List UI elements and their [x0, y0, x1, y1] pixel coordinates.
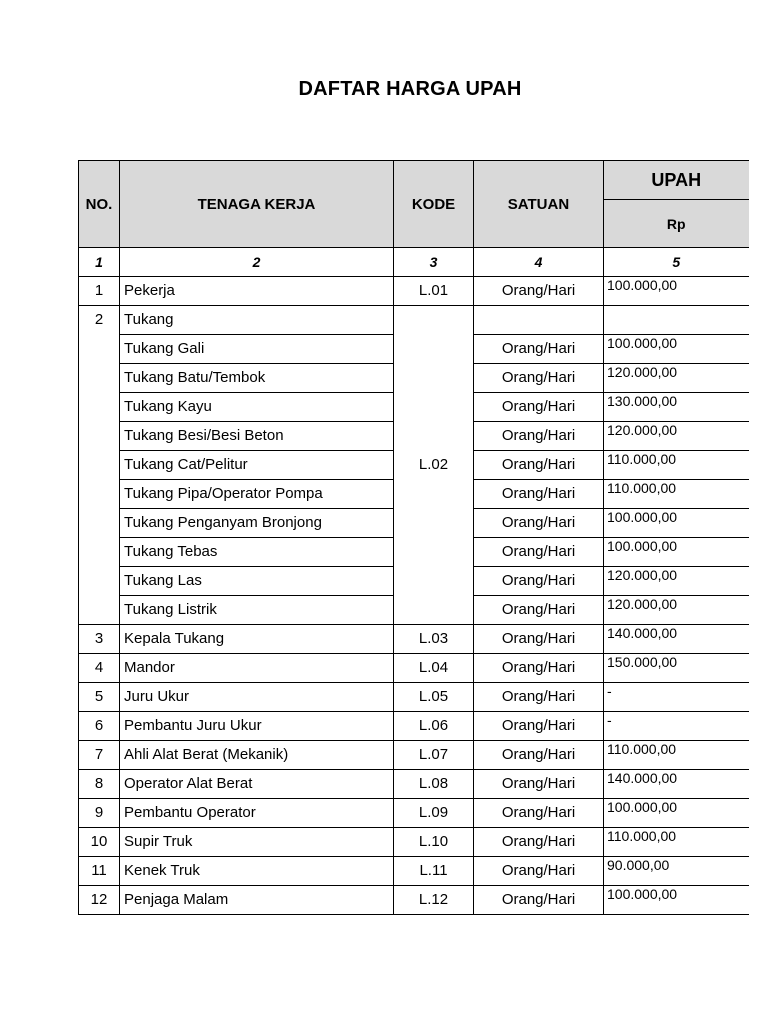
row-satuan: Orang/Hari [474, 596, 604, 625]
row-upah: 150.000,00 [604, 654, 749, 683]
table-row [79, 306, 749, 335]
row-tenaga-kerja: Kenek Truk [120, 857, 394, 886]
row-satuan: Orang/Hari [474, 770, 604, 799]
row-number: 1 [79, 277, 120, 306]
row-upah: 110.000,00 [604, 828, 749, 857]
column-number-row [79, 248, 749, 277]
row-satuan: Orang/Hari [474, 828, 604, 857]
row-number: 9 [79, 799, 120, 828]
row-satuan: Orang/Hari [474, 567, 604, 596]
row-upah: 140.000,00 [604, 625, 749, 654]
row-kode: L.01 [394, 277, 474, 306]
row-kode: L.05 [394, 683, 474, 712]
row-tenaga-kerja: Kepala Tukang [120, 625, 394, 654]
row-satuan: Orang/Hari [474, 480, 604, 509]
row-tenaga-kerja: Tukang Tebas [120, 538, 394, 567]
row-number: 3 [79, 625, 120, 654]
row-upah: 120.000,00 [604, 596, 749, 625]
page-title: DAFTAR HARGA UPAH [298, 78, 522, 100]
row-satuan: Orang/Hari [474, 886, 604, 915]
row-tenaga-kerja: Tukang Pipa/Operator Pompa [120, 480, 394, 509]
row-tenaga-kerja: Pekerja [120, 277, 394, 306]
row-tenaga-kerja: Tukang Las [120, 567, 394, 596]
row-upah: 140.000,00 [604, 770, 749, 799]
row-kode: L.11 [394, 857, 474, 886]
table-row [79, 683, 749, 712]
row-tenaga-kerja: Tukang Penganyam Bronjong [120, 509, 394, 538]
row-satuan: Orang/Hari [474, 335, 604, 364]
row-satuan: Orang/Hari [474, 277, 604, 306]
wage-table [78, 160, 749, 915]
row-upah: 90.000,00 [604, 857, 749, 886]
row-tenaga-kerja: Tukang [120, 306, 394, 335]
row-tenaga-kerja: Tukang Besi/Besi Beton [120, 422, 394, 451]
row-upah [604, 306, 749, 335]
table-row [79, 277, 749, 306]
row-number: 7 [79, 741, 120, 770]
row-upah: 100.000,00 [604, 538, 749, 567]
row-satuan: Orang/Hari [474, 451, 604, 480]
row-kode: L.06 [394, 712, 474, 741]
row-satuan: Orang/Hari [474, 393, 604, 422]
column-number: 1 [79, 248, 120, 277]
row-kode: L.10 [394, 828, 474, 857]
header-upah: UPAH [604, 161, 749, 200]
row-tenaga-kerja: Penjaga Malam [120, 886, 394, 915]
row-upah: - [604, 712, 749, 741]
row-number: 4 [79, 654, 120, 683]
row-kode: L.12 [394, 886, 474, 915]
row-satuan [474, 306, 604, 335]
table-row [79, 828, 749, 857]
row-tenaga-kerja: Ahli Alat Berat (Mekanik) [120, 741, 394, 770]
row-satuan: Orang/Hari [474, 509, 604, 538]
row-upah: 100.000,00 [604, 277, 749, 306]
column-number: 3 [394, 248, 474, 277]
header-kode: KODE [394, 161, 474, 248]
row-satuan: Orang/Hari [474, 712, 604, 741]
row-number: 2 [79, 306, 120, 625]
table-row [79, 886, 749, 915]
row-tenaga-kerja: Juru Ukur [120, 683, 394, 712]
header-no: NO. [79, 161, 120, 248]
header-tenaga-kerja: TENAGA KERJA [120, 161, 394, 248]
row-tenaga-kerja: Operator Alat Berat [120, 770, 394, 799]
table-row [79, 625, 749, 654]
column-number: 2 [120, 248, 394, 277]
row-number: 8 [79, 770, 120, 799]
row-satuan: Orang/Hari [474, 741, 604, 770]
row-number: 11 [79, 857, 120, 886]
row-kode: L.03 [394, 625, 474, 654]
table-body [79, 277, 749, 915]
table-row [79, 857, 749, 886]
row-satuan: Orang/Hari [474, 799, 604, 828]
row-upah: 100.000,00 [604, 509, 749, 538]
table-row [79, 654, 749, 683]
row-number: 6 [79, 712, 120, 741]
table-row [79, 799, 749, 828]
row-tenaga-kerja: Supir Truk [120, 828, 394, 857]
row-satuan: Orang/Hari [474, 538, 604, 567]
table-row [79, 741, 749, 770]
row-tenaga-kerja: Tukang Gali [120, 335, 394, 364]
row-satuan: Orang/Hari [474, 857, 604, 886]
row-number: 12 [79, 886, 120, 915]
row-tenaga-kerja: Pembantu Juru Ukur [120, 712, 394, 741]
header-rp: Rp [604, 200, 749, 248]
row-tenaga-kerja: Mandor [120, 654, 394, 683]
column-number: 5 [604, 248, 749, 277]
column-number: 4 [474, 248, 604, 277]
row-satuan: Orang/Hari [474, 364, 604, 393]
row-upah: 120.000,00 [604, 364, 749, 393]
row-upah: 100.000,00 [604, 886, 749, 915]
row-upah: 110.000,00 [604, 451, 749, 480]
row-number: 10 [79, 828, 120, 857]
header-satuan: SATUAN [474, 161, 604, 248]
row-tenaga-kerja: Tukang Listrik [120, 596, 394, 625]
row-tenaga-kerja: Tukang Batu/Tembok [120, 364, 394, 393]
row-kode: L.08 [394, 770, 474, 799]
row-kode: L.02 [394, 306, 474, 625]
row-satuan: Orang/Hari [474, 625, 604, 654]
row-tenaga-kerja: Pembantu Operator [120, 799, 394, 828]
row-kode: L.07 [394, 741, 474, 770]
row-tenaga-kerja: Tukang Cat/Pelitur [120, 451, 394, 480]
row-satuan: Orang/Hari [474, 422, 604, 451]
table-row [79, 712, 749, 741]
row-upah: 130.000,00 [604, 393, 749, 422]
row-kode: L.09 [394, 799, 474, 828]
row-upah: 100.000,00 [604, 799, 749, 828]
row-upah: 110.000,00 [604, 480, 749, 509]
row-upah: 120.000,00 [604, 422, 749, 451]
row-upah: - [604, 683, 749, 712]
row-satuan: Orang/Hari [474, 683, 604, 712]
row-upah: 110.000,00 [604, 741, 749, 770]
row-upah: 120.000,00 [604, 567, 749, 596]
row-upah: 100.000,00 [604, 335, 749, 364]
row-number: 5 [79, 683, 120, 712]
row-satuan: Orang/Hari [474, 654, 604, 683]
table-row [79, 770, 749, 799]
row-tenaga-kerja: Tukang Kayu [120, 393, 394, 422]
row-kode: L.04 [394, 654, 474, 683]
